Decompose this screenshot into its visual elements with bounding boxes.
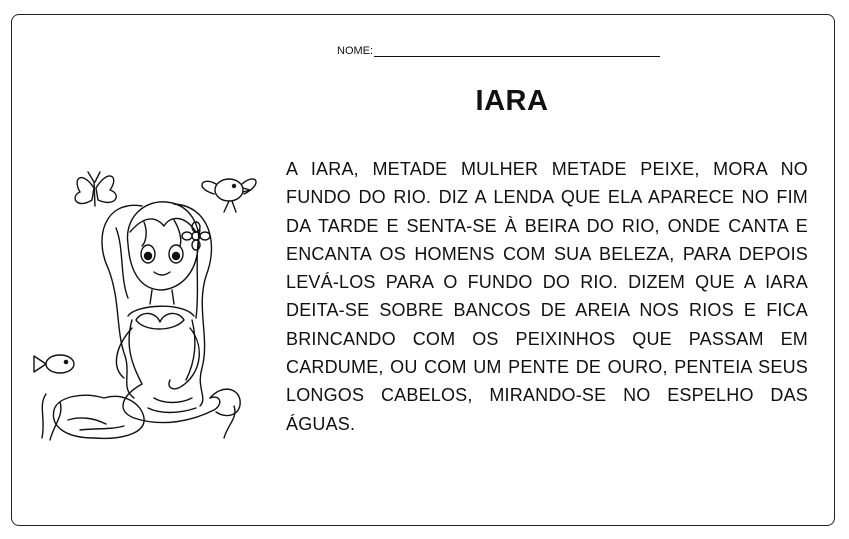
bird-icon (202, 179, 256, 212)
fish-icon (34, 355, 74, 373)
name-blank-line[interactable] (374, 45, 660, 57)
mermaid-illustration (24, 148, 264, 448)
butterfly-icon (75, 172, 116, 206)
name-field (337, 45, 660, 57)
story-text: A IARA, METADE MULHER METADE PEIXE, MORA NO FUNDO DO RIO. DIZ A LENDA QUE ELA APARECE NO FIM DA TARDE E SENTA-SE À BEIRA DO RIO, ONDE CANTA E ENCANTA OS HOMENS COM SUA BELEZA, PARA DEPOIS LEVÁ-LOS PARA O FUNDO DO RIO. DIZEM QUE A IARA DEITA-SE SOBRE BANCOS DE AREIA NOS RIOS E FICA BRINCANDO COM OS PEIXINHOS QUE PASSAM EM CARDUME, OU COM UM PENTE DE OURO, PENTEIA SEUS LONGOS CABELOS, MIRANDO-SE NO ESPELHO DAS ÁGUAS. (286, 159, 808, 434)
page-title: IARA (475, 85, 549, 117)
name-label: NOME: (337, 45, 374, 57)
